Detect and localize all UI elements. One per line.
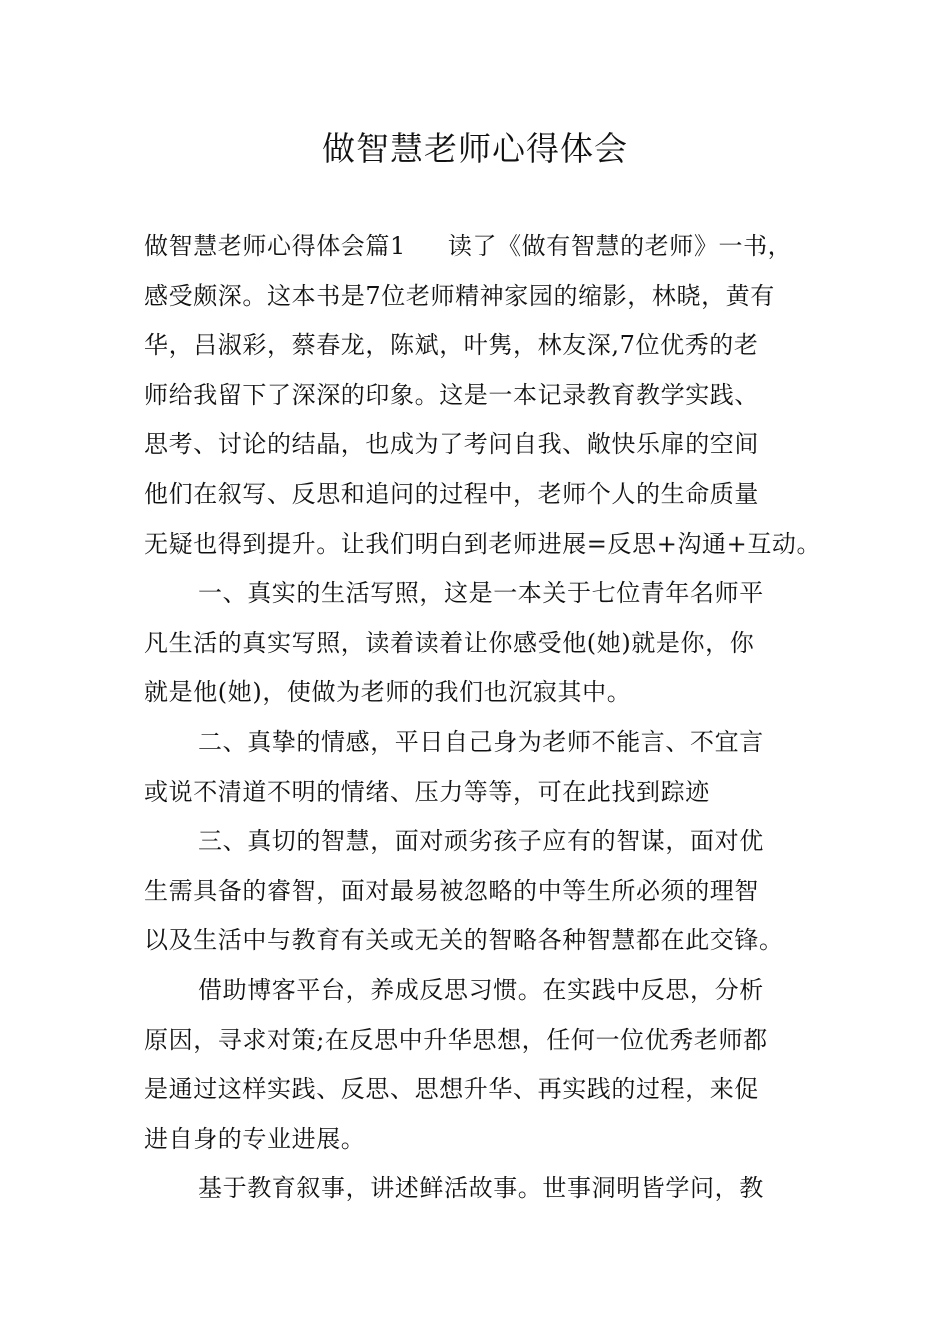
paragraph xyxy=(144,1164,844,1214)
text-line: 借助博客平台，养成反思习惯。在实践中反思，分析 xyxy=(198,975,764,1004)
paragraph xyxy=(144,569,844,718)
paragraph xyxy=(144,718,844,817)
text-line: 原因，寻求对策;在反思中升华思想，任何一位优秀老师都 xyxy=(144,1025,768,1054)
document-body xyxy=(144,222,844,1214)
paragraph xyxy=(144,817,844,966)
text-line: 基于教育叙事，讲述鲜活故事。世事洞明皆学问，教 xyxy=(198,1174,764,1203)
text-line: 思考、讨论的结晶，也成为了考问自我、敞快乐扉的空间 xyxy=(144,430,759,459)
section-heading: 做智慧老师心得体会篇1 xyxy=(144,232,406,260)
text-line: 或说不清道不明的情绪、压力等等，可在此找到踪迹 xyxy=(144,777,710,806)
text-line: 是通过这样实践、反思、思想升华、再实践的过程，来促 xyxy=(144,1075,759,1104)
text-line: 华，吕淑彩，蔡春龙，陈斌，叶隽，林友深,7位优秀的老 xyxy=(144,331,759,360)
text-line: 二、真挚的情感，平日自己身为老师不能言、不宜言 xyxy=(198,727,764,756)
text-line: 三、真切的智慧，面对顽劣孩子应有的智谋，面对优 xyxy=(198,827,764,856)
text-line: 师给我留下了深深的印象。这是一本记录教育教学实践、 xyxy=(144,380,759,409)
text-line: 他们在叙写、反思和追问的过程中，老师个人的生命质量 xyxy=(144,479,759,508)
text-line: 就是他(她)，使做为老师的我们也沉寂其中。 xyxy=(144,678,632,707)
text-line: 以及生活中与教育有关或无关的智略各种智慧都在此交锋。 xyxy=(144,926,784,955)
text-line-content: 读了《做有智慧的老师》一书， xyxy=(447,232,793,260)
text-line: 进自身的专业进展。 xyxy=(144,1124,366,1153)
text-line: 感受颇深。这本书是7位老师精神家园的缩影，林晓，黄有 xyxy=(144,281,775,310)
text-line: 生需具备的睿智，面对最易被忽略的中等生所必须的理智 xyxy=(144,876,759,905)
text-line: 无疑也得到提升。让我们明白到老师进展=反思+沟通+互动。 xyxy=(144,529,822,558)
paragraph xyxy=(144,222,844,569)
document-title: 做智慧老师心得体会 xyxy=(322,129,628,168)
text-line: 凡生活的真实写照，读着读着让你感受他(她)就是你，你 xyxy=(144,628,755,657)
text-line: 一、真实的生活写照，这是一本关于七位青年名师平 xyxy=(198,579,764,608)
paragraph xyxy=(144,966,844,1164)
text-line xyxy=(144,222,844,272)
